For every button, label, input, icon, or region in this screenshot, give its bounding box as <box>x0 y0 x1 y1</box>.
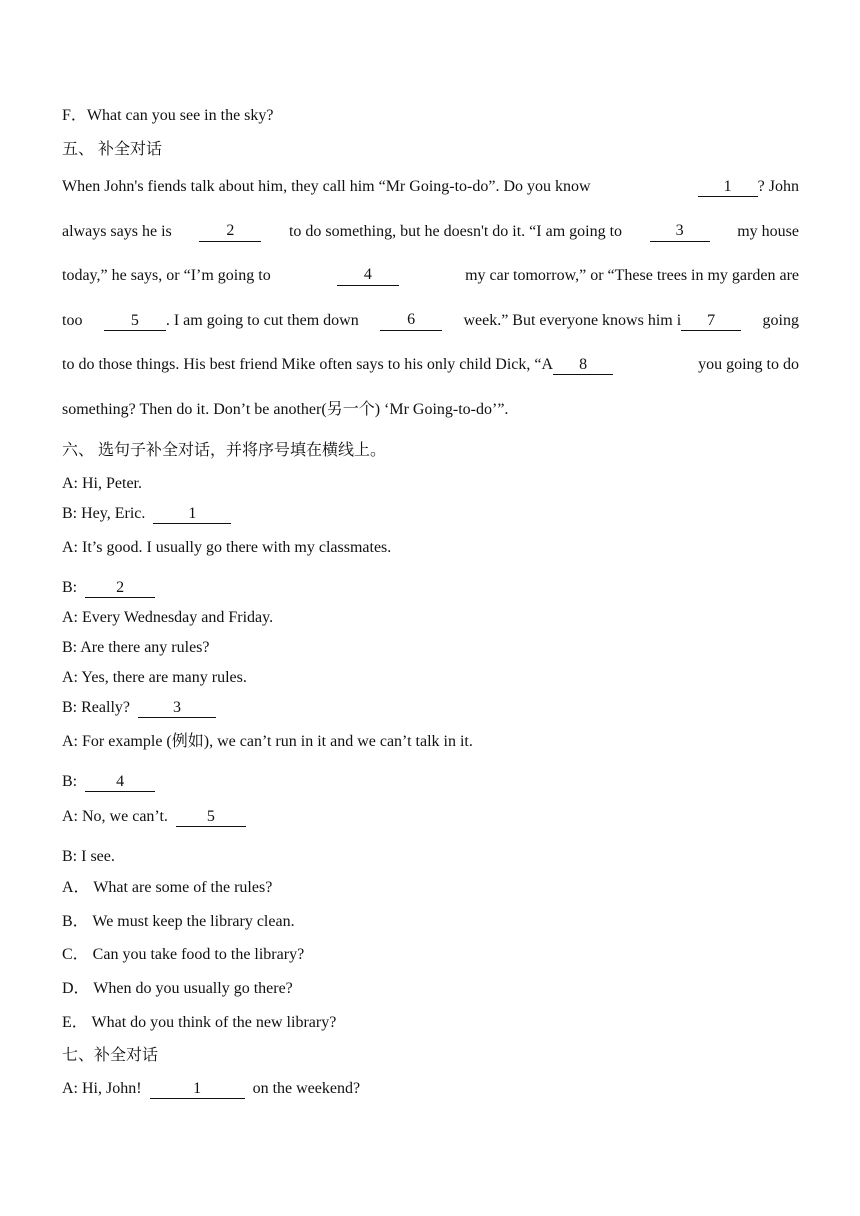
option-c: C． Can you take food to the library? <box>62 946 305 963</box>
dialogue-line <box>62 1079 360 1099</box>
dialogue-line: A: Hi, Peter. <box>62 475 142 492</box>
option-b: B． We must keep the library clean. <box>62 913 295 930</box>
dialogue-text: A: Hi, John! <box>62 1080 142 1097</box>
blank-7[interactable]: 7 <box>681 312 741 331</box>
section-5-heading: 五、 补全对话 <box>62 141 163 158</box>
dialogue-line: A: Yes, there are many rules. <box>62 669 247 686</box>
blank-5[interactable]: 5 <box>104 312 166 331</box>
blank-2[interactable]: 2 <box>199 222 261 242</box>
option-e: E． What do you think of the new library? <box>62 1014 337 1031</box>
dialogue-line: A: Every Wednesday and Friday. <box>62 609 274 626</box>
dialogue-line <box>62 578 155 598</box>
passage-text: to do those things. His best friend Mike often says to his only child Dick, “A <box>62 356 554 373</box>
dialogue-line <box>62 772 155 792</box>
option-d: D． When do you usually go there? <box>62 980 293 997</box>
blank-4[interactable]: 4 <box>85 773 155 792</box>
blank-3[interactable]: 3 <box>138 699 216 718</box>
passage-line-1 <box>62 177 799 197</box>
passage-line-2 <box>62 222 799 242</box>
dialogue-text: B: <box>62 773 78 790</box>
passage-line-3 <box>62 266 799 286</box>
option-f: F．What can you see in the sky? <box>62 107 274 124</box>
passage-line-6: something? Then do it. Don’t be another(另一个) ‘Mr Going-to-do’”. <box>62 401 509 418</box>
blank-8[interactable]: 8 <box>553 356 613 375</box>
blank-6[interactable]: 6 <box>380 311 442 331</box>
dialogue-text: B: <box>62 579 78 596</box>
passage-text: my car tomorrow,” or “These trees in my garden are <box>465 267 799 284</box>
blank-1[interactable]: 1 <box>698 178 758 197</box>
passage-text: my house <box>737 223 799 240</box>
dialogue-text: B: Really? <box>62 699 130 716</box>
passage-text: ? John <box>757 178 799 195</box>
dialogue-line: A: For example (例如), we can’t run in it and we can’t talk in it. <box>62 733 473 750</box>
blank-4[interactable]: 4 <box>337 266 399 286</box>
passage-line-5 <box>62 355 799 375</box>
dialogue-text: B: Hey, Eric. <box>62 505 146 522</box>
dialogue-text: A: No, we can’t. <box>62 808 168 825</box>
passage-text: always says he is <box>62 223 172 240</box>
blank-3[interactable]: 3 <box>650 222 710 242</box>
dialogue-line <box>62 504 231 524</box>
passage-text: . I am going to cut them down <box>165 312 359 329</box>
passage-text: to do something, but he doesn't do it. “I am going to <box>288 223 623 240</box>
blank-1[interactable]: 1 <box>153 505 231 524</box>
dialogue-line: B: Are there any rules? <box>62 639 210 656</box>
passage-text: week.” But everyone knows him i <box>463 312 682 329</box>
blank-1[interactable]: 1 <box>150 1080 245 1099</box>
dialogue-line: A: It’s good. I usually go there with my classmates. <box>62 539 392 556</box>
option-a: A． What are some of the rules? <box>62 879 273 896</box>
passage-text: going <box>762 312 799 329</box>
blank-2[interactable]: 2 <box>85 579 155 598</box>
dialogue-line: B: I see. <box>62 848 115 865</box>
dialogue-line <box>62 698 216 718</box>
section-7-heading: 七、补全对话 <box>62 1047 159 1064</box>
passage-text: When John's fiends talk about him, they call him “Mr Going-to-do”. Do you know <box>62 178 591 195</box>
dialogue-text: on the weekend? <box>252 1080 361 1097</box>
section-6-heading: 六、 选句子补全对话，并将序号填在横线上。 <box>62 442 387 459</box>
blank-5[interactable]: 5 <box>176 808 246 827</box>
passage-line-4 <box>62 311 799 331</box>
dialogue-line <box>62 807 246 827</box>
passage-text: too <box>62 312 83 329</box>
passage-text: today,” he says, or “I’m going to <box>62 267 271 284</box>
passage-text: you going to do <box>698 356 799 373</box>
